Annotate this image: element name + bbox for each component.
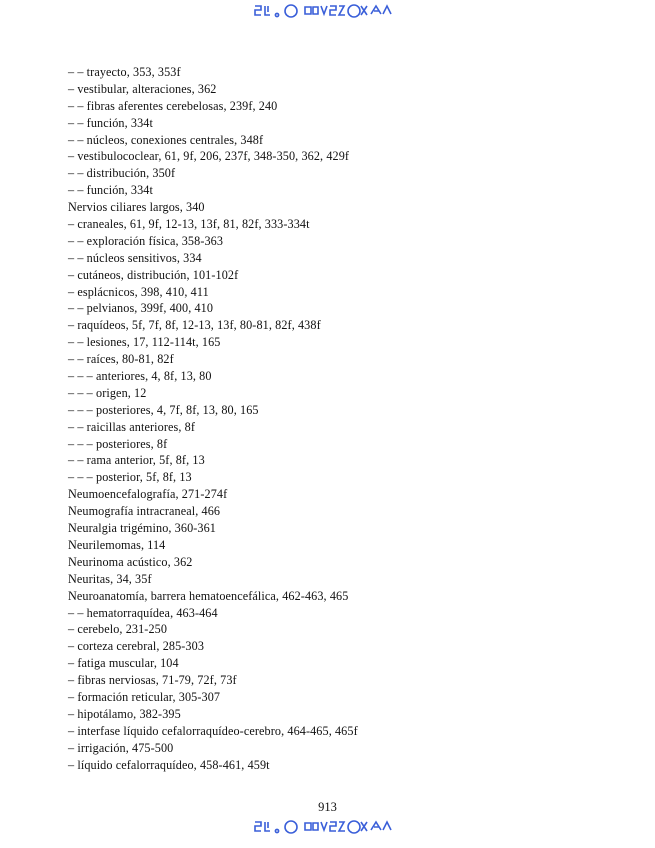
index-entry: – irrigación, 475-500 xyxy=(68,740,174,755)
index-entry: Neurinoma acústico, 362 xyxy=(68,554,193,569)
index-entry: – – lesiones, 17, 112-114t, 165 xyxy=(68,335,221,350)
index-entry: – – núcleos sensitivos, 334 xyxy=(68,250,202,265)
index-entry: – – distribución, 350f xyxy=(68,166,176,181)
index-entry: – – raíces, 80-81, 82f xyxy=(68,352,174,367)
index-entry: Neuritas, 34, 35f xyxy=(68,571,152,586)
index-entry: – raquídeos, 5f, 7f, 8f, 12-13, 13f, 80-81, 82f, 438f xyxy=(68,318,321,333)
index-entry: – esplácnicos, 398, 410, 411 xyxy=(68,284,209,299)
index-entry: – – función, 334t xyxy=(68,183,153,198)
index-entry: – corteza cerebral, 285-303 xyxy=(68,639,205,654)
index-entry: – – hematorraquídea, 463-464 xyxy=(68,605,218,620)
index-entry: – – – anteriores, 4, 8f, 13, 80 xyxy=(68,369,212,384)
index-entry: – – – posteriores, 8f xyxy=(68,436,168,451)
index-entry: – craneales, 61, 9f, 12-13, 13f, 81, 82f, 333-334t xyxy=(68,217,310,232)
watermark-bottom xyxy=(0,818,655,838)
index-entry: Neumoencefalografía, 271-274f xyxy=(68,487,228,502)
index-entry: Neuroanatomía, barrera hematoencefálica, 462-463, 465 xyxy=(68,588,349,603)
index-entry: – cerebelo, 231-250 xyxy=(68,622,168,637)
index-entry: – – núcleos, conexiones centrales, 348f xyxy=(68,132,264,147)
index-entry: – fibras nerviosas, 71-79, 72f, 73f xyxy=(68,673,237,688)
index-entry: – – raicillas anteriores, 8f xyxy=(68,419,195,434)
index-entry: – – exploración física, 358-363 xyxy=(68,233,224,248)
index-entry-list xyxy=(68,64,488,773)
index-entry: – – – posterior, 5f, 8f, 13 xyxy=(68,470,192,485)
index-entry: – líquido cefalorraquídeo, 458-461, 459t xyxy=(68,757,270,772)
index-entry: – – trayecto, 353, 353f xyxy=(68,65,181,79)
index-entry: – – rama anterior, 5f, 8f, 13 xyxy=(68,453,205,468)
watermark-top xyxy=(0,2,655,22)
index-entry: Nervios ciliares largos, 340 xyxy=(68,200,205,215)
page-number: 913 xyxy=(318,800,337,814)
index-entry: Neumografía intracraneal, 466 xyxy=(68,504,221,519)
index-entry: – hipotálamo, 382-395 xyxy=(68,706,181,721)
index-entry: Neurilemomas, 114 xyxy=(68,537,166,552)
index-entry: – – – posteriores, 4, 7f, 8f, 13, 80, 165 xyxy=(68,402,259,417)
index-entry: – interfase líquido cefalorraquídeo-cerebro, 464-465, 465f xyxy=(68,723,358,738)
index-entry: – – fibras aferentes cerebelosas, 239f, 240 xyxy=(68,98,278,113)
index-entry: – cutáneos, distribución, 101-102f xyxy=(68,267,239,282)
index-entry: – fatiga muscular, 104 xyxy=(68,656,179,671)
watermark-logo-icon xyxy=(253,818,403,836)
index-entry: Neuralgia trigémino, 360-361 xyxy=(68,521,216,536)
index-entry: – formación reticular, 305-307 xyxy=(68,689,221,704)
index-entry: – vestibulococlear, 61, 9f, 206, 237f, 348-350, 362, 429f xyxy=(68,149,350,164)
index-entry: – – pelvianos, 399f, 400, 410 xyxy=(68,301,214,316)
watermark-logo-icon xyxy=(253,2,403,20)
index-entry: – – función, 334t xyxy=(68,115,153,130)
index-entry: – vestibular, alteraciones, 362 xyxy=(68,81,217,96)
index-entry: – – – origen, 12 xyxy=(68,385,147,400)
